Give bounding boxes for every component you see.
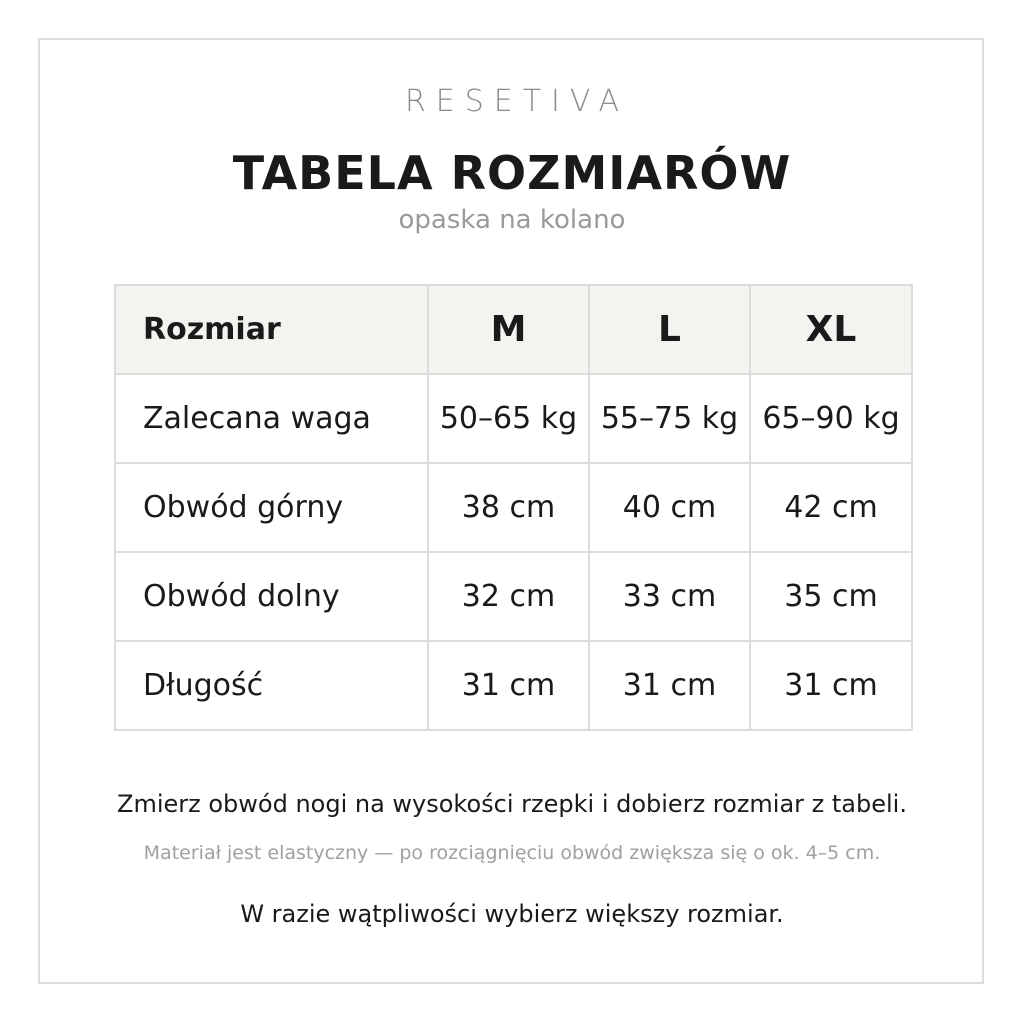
cell-upper-l: 40 cm	[589, 463, 750, 552]
row-label-weight: Zalecana waga	[115, 374, 428, 463]
cell-length-m: 31 cm	[428, 641, 589, 730]
table-row	[115, 463, 912, 552]
cell-lower-l: 33 cm	[589, 552, 750, 641]
cell-length-l: 31 cm	[589, 641, 750, 730]
cell-weight-xl: 65–90 kg	[750, 374, 912, 463]
cell-weight-l: 55–75 kg	[589, 374, 750, 463]
row-label-upper-circumference: Obwód górny	[115, 463, 428, 552]
elasticity-note: Materiał jest elastyczny — po rozciągnięciu obwód zwiększa się o ok. 4–5 cm.	[143, 842, 881, 864]
row-label-length: Długość	[115, 641, 428, 730]
table-row	[115, 374, 912, 463]
size-table-header-row	[115, 285, 912, 374]
cell-upper-m: 38 cm	[428, 463, 589, 552]
page-subtitle: opaska na kolano	[398, 205, 626, 235]
header-size-m: M	[428, 285, 589, 374]
cell-length-xl: 31 cm	[750, 641, 912, 730]
size-advice: W razie wątpliwości wybierz większy rozmiar.	[240, 900, 784, 928]
brand-name: RESETIVA	[404, 84, 630, 119]
page-title: TABELA ROZMIARÓW	[232, 146, 792, 200]
header-size-label: Rozmiar	[115, 285, 428, 374]
cell-weight-m: 50–65 kg	[428, 374, 589, 463]
header-size-l: L	[589, 285, 750, 374]
cell-upper-xl: 42 cm	[750, 463, 912, 552]
table-row	[115, 552, 912, 641]
size-table	[114, 284, 913, 731]
header-size-xl: XL	[750, 285, 912, 374]
cell-lower-xl: 35 cm	[750, 552, 912, 641]
measure-instruction: Zmierz obwód nogi na wysokości rzepki i dobierz rozmiar z tabeli.	[117, 790, 907, 818]
cell-lower-m: 32 cm	[428, 552, 589, 641]
table-row	[115, 641, 912, 730]
row-label-lower-circumference: Obwód dolny	[115, 552, 428, 641]
